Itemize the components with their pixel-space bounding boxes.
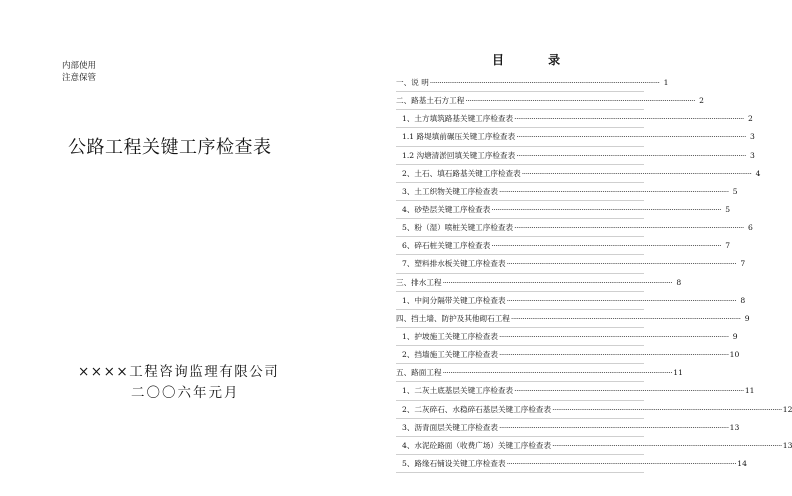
toc-leader-dots: ························································································································ bbox=[498, 422, 729, 432]
toc-leader-dots: ························································································································ bbox=[498, 350, 729, 360]
publication-date: 二〇〇六年元月 bbox=[131, 385, 240, 401]
toc-entry-label: 1.2 沟塘清淤回填关键工序检查表 bbox=[402, 150, 516, 160]
toc-entry[interactable] bbox=[396, 292, 746, 310]
toc-entry-page: 13 bbox=[782, 440, 792, 450]
toc-entry[interactable] bbox=[396, 401, 792, 419]
toc-entry-page: 9 bbox=[744, 313, 750, 323]
toc-leader-dots: ························································································································ bbox=[516, 132, 746, 142]
toc-entry-label: 3、土工织物关键工序检查表 bbox=[402, 186, 498, 196]
toc-entry[interactable] bbox=[396, 201, 731, 219]
toc-entry-label: 2、土石、填石路基关键工序检查表 bbox=[402, 168, 521, 178]
toc-entry-label: 四、挡土墙、防护及其他砌石工程 bbox=[396, 313, 510, 323]
toc-entry-page: 13 bbox=[729, 422, 740, 432]
toc-heading: 目 录 bbox=[492, 53, 581, 67]
toc-entry-label: 1、二灰土底基层关键工序检查表 bbox=[402, 386, 514, 396]
toc-entry[interactable] bbox=[396, 455, 747, 473]
toc-entry-label: 一、说 明 bbox=[396, 78, 429, 88]
toc-entry[interactable] bbox=[396, 364, 683, 382]
toc-leader-dots: ························································································································ bbox=[442, 277, 673, 287]
toc-entry-label: 1.1 路堤填前碾压关键工序检查表 bbox=[402, 132, 516, 142]
toc-leader-dots: ························································································································ bbox=[506, 459, 737, 469]
toc-entry-page: 7 bbox=[725, 241, 731, 251]
toc-entry-label: 5、路缘石铺设关键工序检查表 bbox=[402, 459, 506, 469]
toc-leader-dots: ························································································································ bbox=[491, 205, 722, 215]
toc-entry-page: 3 bbox=[750, 132, 755, 142]
toc-entry-page: 11 bbox=[673, 368, 683, 378]
toc-entry-page: 3 bbox=[750, 150, 755, 160]
toc-entry-page: 1 bbox=[663, 78, 669, 88]
company-name: ××××工程咨询监理有限公司 bbox=[78, 364, 280, 380]
toc-entry-label: 3、沥青面层关键工序检查表 bbox=[402, 422, 498, 432]
toc-entry-label: 6、碎石桩关键工序检查表 bbox=[402, 241, 491, 251]
toc-entry-page: 10 bbox=[729, 350, 740, 360]
table-of-contents bbox=[396, 0, 792, 496]
toc-entry-page: 4 bbox=[755, 168, 761, 178]
toc-entry[interactable] bbox=[396, 310, 750, 328]
toc-leader-dots: ························································································································ bbox=[514, 114, 744, 124]
toc-entry-label: 2、挡墙施工关键工序检查表 bbox=[402, 350, 498, 360]
toc-leader-dots: ························································································································ bbox=[552, 440, 782, 450]
toc-entry[interactable] bbox=[396, 437, 792, 455]
toc-entry[interactable] bbox=[396, 382, 755, 400]
toc-entry-page: 12 bbox=[782, 404, 792, 414]
toc-entry-label: 4、砂垫层关键工序检查表 bbox=[402, 205, 491, 215]
toc-leader-dots: ························································································································ bbox=[429, 78, 660, 88]
document-title: 公路工程关键工序检查表 bbox=[68, 137, 272, 158]
toc-entry[interactable] bbox=[396, 183, 738, 201]
toc-leader-dots: ························································································································ bbox=[506, 259, 737, 269]
toc-entry[interactable] bbox=[396, 219, 753, 237]
toc-leader-dots: ························································································································ bbox=[514, 386, 744, 396]
toc-entry-label: 1、护坡施工关键工序检查表 bbox=[402, 332, 498, 342]
toc-entry[interactable] bbox=[396, 110, 753, 128]
toc-entry-label: 1、中间分隔带关键工序检查表 bbox=[402, 295, 506, 305]
internal-use-note: 内部使用 bbox=[62, 61, 97, 71]
cover-page bbox=[0, 0, 380, 496]
toc-entry[interactable] bbox=[396, 147, 755, 165]
toc-leader-dots: ························································································································ bbox=[465, 96, 696, 106]
toc-entry[interactable] bbox=[396, 328, 738, 346]
toc-list bbox=[396, 74, 792, 473]
toc-entry-page: 2 bbox=[747, 114, 753, 124]
toc-entry[interactable] bbox=[396, 419, 740, 437]
toc-entry-page: 7 bbox=[740, 259, 746, 269]
toc-leader-dots: ························································································································ bbox=[516, 150, 746, 160]
toc-leader-dots: ························································································································ bbox=[552, 404, 782, 414]
toc-entry-label: 二、路基土石方工程 bbox=[396, 96, 465, 106]
toc-entry-page: 2 bbox=[699, 96, 705, 106]
toc-entry-label: 五、路面工程 bbox=[396, 368, 442, 378]
toc-leader-dots: ························································································································ bbox=[514, 223, 744, 233]
toc-entry-page: 6 bbox=[747, 223, 753, 233]
toc-entry-label: 7、塑料排水板关键工序检查表 bbox=[402, 259, 506, 269]
toc-entry[interactable] bbox=[396, 346, 740, 364]
toc-entry[interactable] bbox=[396, 274, 682, 292]
toc-entry-label: 2、二灰碎石、水稳碎石基层关键工序检查表 bbox=[402, 404, 552, 414]
toc-entry[interactable] bbox=[396, 237, 731, 255]
toc-entry[interactable] bbox=[396, 92, 705, 110]
toc-leader-dots: ························································································································ bbox=[506, 295, 737, 305]
toc-entry-page: 11 bbox=[744, 386, 755, 396]
toc-leader-dots: ························································································································ bbox=[521, 168, 752, 178]
toc-entry[interactable] bbox=[396, 128, 755, 146]
keep-safe-note: 注意保管 bbox=[62, 73, 97, 83]
toc-entry-page: 9 bbox=[732, 332, 738, 342]
toc-entry-page: 5 bbox=[732, 186, 738, 196]
toc-entry-label: 5、粉（湿）喷桩关键工序检查表 bbox=[402, 223, 514, 233]
toc-entry-page: 8 bbox=[740, 295, 746, 305]
toc-entry[interactable] bbox=[396, 165, 761, 183]
toc-leader-dots: ························································································································ bbox=[442, 368, 673, 378]
toc-entry-label: 三、排水工程 bbox=[396, 277, 442, 287]
toc-leader-dots: ························································································································ bbox=[498, 332, 729, 342]
toc-entry-page: 14 bbox=[737, 459, 747, 469]
toc-entry[interactable] bbox=[396, 255, 746, 273]
toc-entry-page: 5 bbox=[725, 205, 731, 215]
toc-leader-dots: ························································································································ bbox=[491, 241, 722, 251]
toc-entry[interactable] bbox=[396, 74, 669, 92]
toc-entry-label: 1、土方填筑路基关键工序检查表 bbox=[402, 114, 514, 124]
toc-entry-page: 8 bbox=[676, 277, 682, 287]
toc-leader-dots: ························································································································ bbox=[510, 313, 741, 323]
toc-leader-dots: ························································································································ bbox=[498, 186, 729, 196]
toc-entry-label: 4、水泥砼路面（收费广场）关键工序检查表 bbox=[402, 440, 552, 450]
